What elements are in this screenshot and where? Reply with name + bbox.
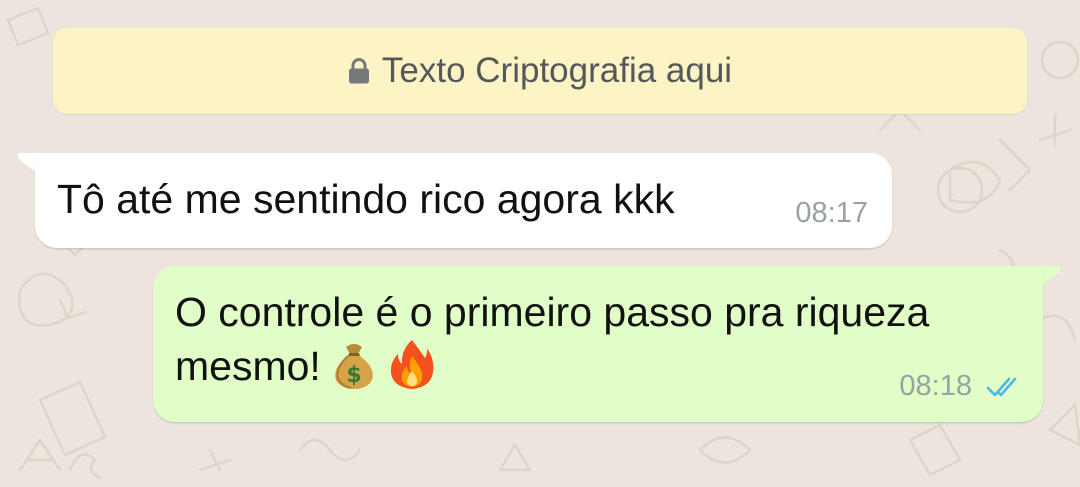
encryption-notice-banner[interactable]: [53, 28, 1027, 114]
read-double-check-icon: [987, 375, 1023, 399]
outgoing-message-time: 08:18: [899, 370, 972, 402]
incoming-message-text: Tô até me sentindo rico agora kkk: [57, 176, 675, 222]
svg-text:$: $: [346, 363, 362, 388]
encryption-notice-text: Texto Criptografia aqui: [381, 51, 733, 90]
outgoing-message-bubble[interactable]: [153, 266, 1043, 422]
incoming-message-bubble[interactable]: [35, 153, 892, 248]
lock-icon: [348, 58, 370, 84]
fire-icon: [387, 338, 437, 390]
outgoing-message-line-1: O controle é o primeiro passo pra riqueza: [175, 289, 930, 335]
outgoing-message-line-2-text: mesmo!: [175, 343, 321, 389]
outgoing-message-line-2: [175, 338, 929, 392]
money-bag-icon: [329, 338, 379, 390]
outgoing-message-body: [175, 286, 929, 392]
incoming-message-time: 08:17: [795, 197, 868, 229]
